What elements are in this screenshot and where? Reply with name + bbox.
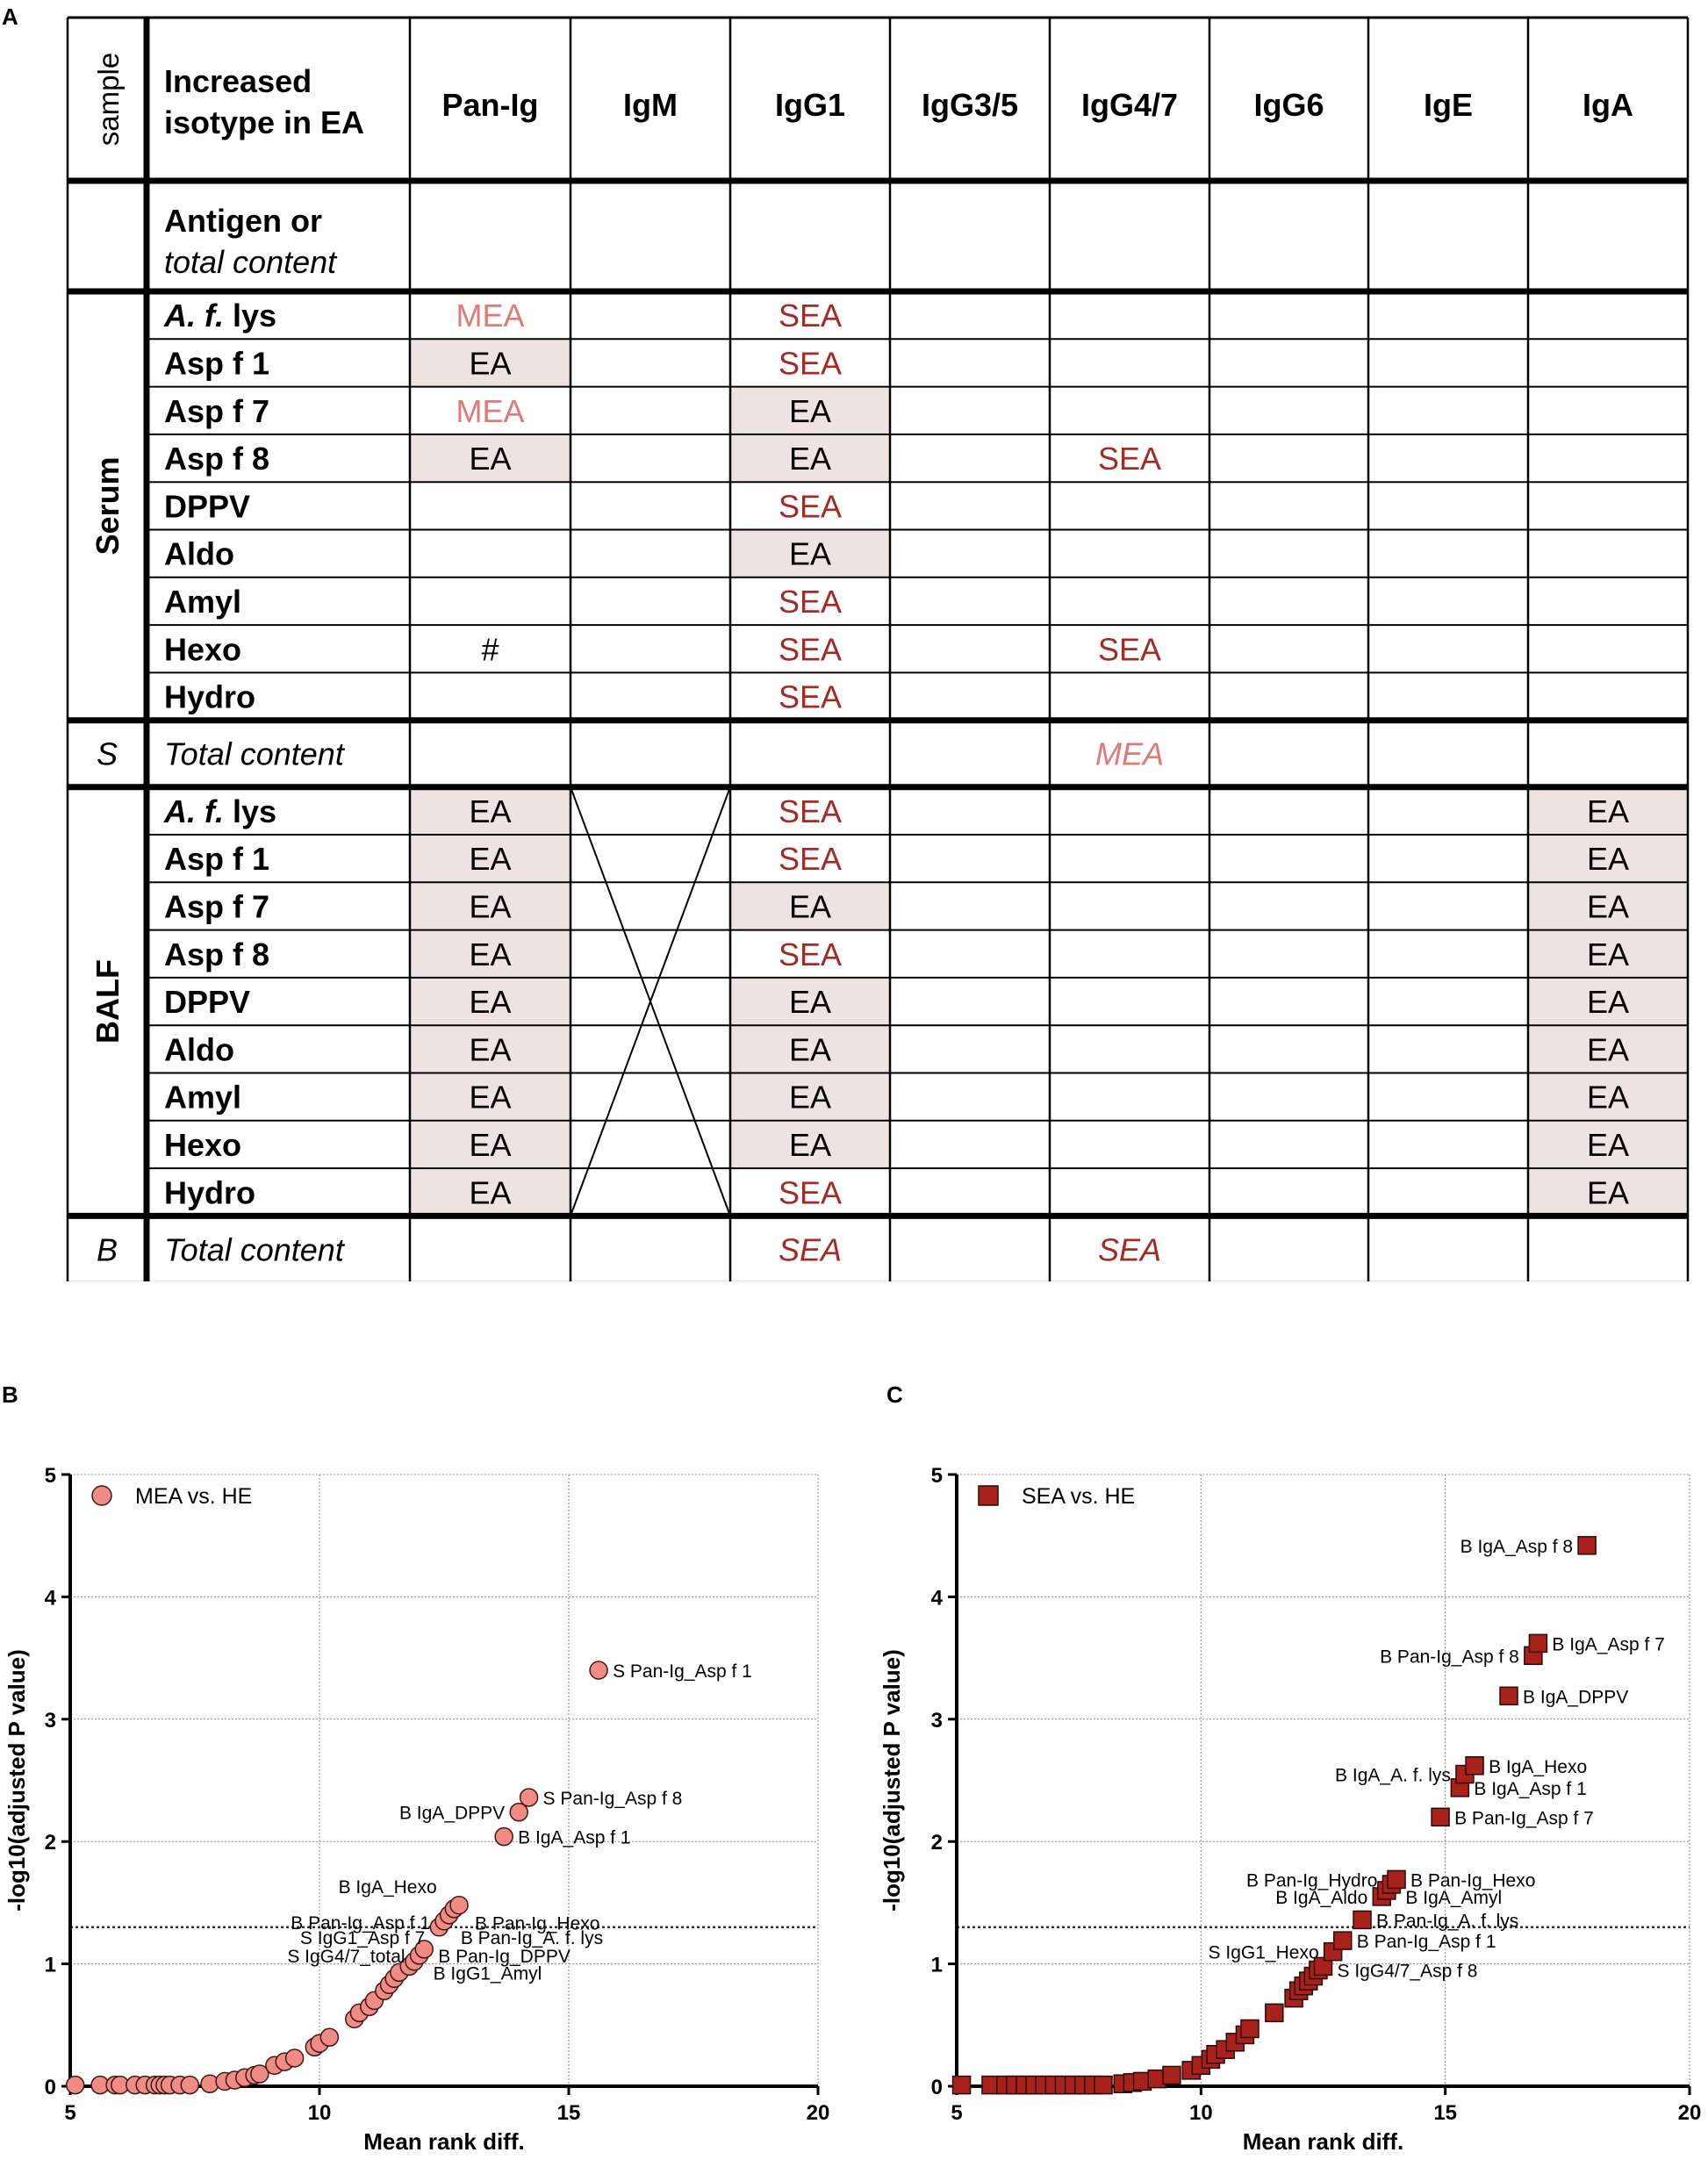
point-annotation: S IgG4/7_Asp f 8	[1337, 1961, 1478, 1982]
row-label-total: Total content	[164, 1231, 344, 1268]
y-tick-label: 1	[930, 1953, 943, 1977]
row-label: Aldo	[164, 1031, 234, 1068]
sea-cell-text: SEA	[1097, 1231, 1162, 1268]
point-annotation: B Pan-Ig_A. f. lys	[460, 1927, 604, 1948]
x-axis-title: Mean rank diff.	[363, 2128, 525, 2155]
point-annotation: B Pan-Ig_Hydro	[1246, 1870, 1378, 1891]
ea-cell-text: EA	[469, 936, 512, 972]
point-annotation: B IgA_Hexo	[1489, 1756, 1588, 1777]
row-label: DPPV	[164, 488, 251, 525]
row-label: Asp f 7	[164, 392, 270, 429]
ea-cell-text: EA	[788, 441, 832, 477]
x-tick-label: 5	[951, 2101, 963, 2125]
data-point	[590, 1661, 607, 1679]
mea-cell-text: MEA	[456, 298, 525, 334]
ea-cell-text: EA	[1586, 1174, 1630, 1211]
x-tick-label: 15	[556, 2101, 581, 2125]
header-isotype: IgG3/5	[921, 87, 1019, 123]
point-annotation: B Pan-Ig_Asp f 7	[1454, 1808, 1594, 1829]
point-annotation: B IgA_Aldo	[1275, 1887, 1368, 1908]
group-label-serum: Serum	[90, 456, 126, 556]
ea-cell-text: EA	[469, 1031, 512, 1068]
ea-cell-text: EA	[469, 984, 512, 1021]
point-annotation: S IgG1_Hexo	[1208, 1942, 1319, 1963]
ea-cell-text: EA	[1586, 1079, 1630, 1116]
row-label-suffix: lys	[224, 793, 277, 829]
header-total-content: total content	[164, 244, 337, 280]
y-tick-label: 5	[930, 1464, 943, 1488]
volcano-plot-mea	[0, 1378, 860, 2174]
panel-label-b: B	[2, 1381, 18, 1408]
data-point	[1466, 1757, 1483, 1775]
sea-cell-text: SEA	[778, 1231, 843, 1268]
row-label: Asp f 7	[164, 888, 270, 925]
group-label-s: S	[96, 735, 118, 772]
sea-cell-text: SEA	[778, 1174, 843, 1211]
data-point	[1529, 1634, 1547, 1652]
row-label	[163, 298, 276, 334]
legend-marker	[92, 1486, 111, 1505]
ea-cell-text: EA	[469, 888, 512, 925]
ea-cell-text: EA	[1586, 1126, 1630, 1163]
data-point	[1241, 2020, 1259, 2037]
ea-cell-text: EA	[1586, 1031, 1630, 1068]
y-tick-label: 4	[930, 1586, 943, 1611]
y-tick-label: 0	[44, 2076, 56, 2099]
y-tick-label: 3	[44, 1708, 56, 1733]
point-annotation: B IgA_Asp f 8	[1460, 1536, 1574, 1557]
row-label	[163, 793, 276, 829]
sea-cell-text: SEA	[1097, 441, 1162, 477]
mea-cell-text: MEA	[456, 392, 525, 429]
data-point	[181, 2077, 198, 2094]
row-label: Asp f 1	[164, 841, 270, 878]
row-label: Hexo	[164, 631, 242, 668]
ea-cell-text: EA	[788, 392, 832, 429]
sea-cell-text: SEA	[1097, 631, 1162, 668]
row-label-italic: A. f.	[164, 298, 224, 334]
plot-area-c	[879, 1464, 1701, 2155]
volcano-plot-sea	[873, 1378, 1708, 2174]
data-point	[1334, 1932, 1352, 1949]
ea-cell-text: EA	[788, 888, 832, 925]
header-isotype: Pan-Ig	[441, 87, 539, 123]
ea-cell-text: EA	[788, 1079, 832, 1116]
row-label: Asp f 8	[164, 936, 270, 972]
y-tick-label: 3	[930, 1708, 943, 1733]
group-label-b: B	[96, 1231, 118, 1268]
point-annotation: B Pan-Ig_Hexo	[1410, 1870, 1536, 1891]
x-tick-label: 5	[64, 2101, 76, 2125]
ea-cell-text: EA	[788, 984, 832, 1021]
plot-area-b	[4, 1464, 829, 2155]
row-label: Amyl	[164, 583, 242, 620]
y-axis-title: -log10(adjusted P value)	[4, 1649, 30, 1912]
panel-label-c: C	[886, 1381, 903, 1408]
header-sample: sample	[92, 52, 125, 147]
ea-cell-text: EA	[1586, 841, 1630, 878]
ea-cell-text: EA	[469, 1079, 512, 1116]
y-tick-label: 2	[930, 1831, 943, 1855]
y-axis-title: -log10(adjusted P value)	[879, 1649, 905, 1912]
point-annotation: B IgA_Asp f 1	[518, 1827, 631, 1848]
legend-label: SEA vs. HE	[1022, 1484, 1136, 1509]
ea-cell-text: EA	[1586, 936, 1630, 972]
ea-cell-text: EA	[469, 441, 512, 477]
sea-cell-text: SEA	[778, 298, 843, 334]
point-annotation: B IgG1_Amyl	[433, 1963, 542, 1984]
y-tick-label: 2	[44, 1831, 56, 1855]
mea-cell-text: MEA	[1094, 735, 1165, 772]
header-isotype: IgE	[1423, 87, 1474, 123]
data-point	[1578, 1537, 1596, 1554]
header-isotype: IgG6	[1253, 87, 1324, 123]
point-annotation: B Pan-Ig_Asp f 1	[1356, 1932, 1496, 1953]
data-point	[1163, 2066, 1181, 2084]
header-isotype: IgM	[623, 87, 678, 123]
point-annotation: B IgA_Asp f 7	[1552, 1634, 1665, 1655]
data-point	[1094, 2077, 1112, 2094]
point-annotation: S IgG1_Asp f 7	[299, 1927, 426, 1948]
ea-cell-text: EA	[1586, 984, 1630, 1021]
point-annotation: S Pan-Ig_Asp f 1	[613, 1661, 752, 1683]
ea-cell-text: EA	[469, 793, 512, 829]
point-annotation: B IgA_Amyl	[1405, 1887, 1503, 1908]
point-annotation: S IgG4/7_total	[287, 1946, 405, 1967]
row-label-italic: A. f.	[164, 793, 224, 829]
data-point	[1388, 1870, 1405, 1888]
row-label: Asp f 1	[164, 345, 270, 382]
x-axis-title: Mean rank diff.	[1242, 2128, 1404, 2155]
point-annotation: B IgA_Asp f 1	[1474, 1778, 1587, 1799]
y-tick-label: 0	[930, 2076, 943, 2099]
hash-cell-text: #	[481, 631, 499, 668]
data-point	[320, 2028, 338, 2046]
header-increased: isotype in EA	[164, 104, 365, 140]
x-tick-label: 20	[1677, 2101, 1702, 2125]
sea-cell-text: SEA	[778, 583, 843, 620]
point-annotation: B IgA_A. f. lys	[1335, 1765, 1451, 1786]
sea-cell-text: SEA	[778, 488, 843, 525]
ea-cell-text: EA	[788, 535, 832, 572]
row-label: Amyl	[164, 1079, 242, 1116]
header-increased: Increased	[164, 63, 312, 99]
ea-cell-text: EA	[788, 1031, 832, 1068]
row-label: Hexo	[164, 1126, 242, 1163]
panel-label-a: A	[2, 4, 18, 30]
data-point	[953, 2077, 971, 2094]
row-label: Asp f 8	[164, 441, 270, 477]
data-point	[1432, 1808, 1449, 1826]
row-label: Hydro	[164, 678, 256, 715]
point-annotation: B Pan-Ig_A. f. lys	[1376, 1911, 1519, 1932]
point-annotation: B IgA_DPPV	[1523, 1687, 1629, 1708]
data-point	[1266, 2004, 1283, 2021]
row-label-total: Total content	[164, 735, 344, 772]
point-annotation: B Pan-Ig_Asp f 1	[291, 1913, 430, 1934]
point-annotation: B Pan-Ig_Asp f 8	[1380, 1647, 1519, 1668]
data-point	[450, 1897, 468, 1914]
group-label-balf: BALF	[90, 959, 126, 1044]
ea-cell-text: EA	[469, 841, 512, 878]
data-point	[286, 2049, 304, 2067]
ea-cell-text: EA	[469, 1126, 512, 1163]
row-label: Hydro	[164, 1174, 256, 1211]
point-annotation: B IgA_DPPV	[398, 1803, 506, 1824]
data-point	[67, 2077, 84, 2094]
header-isotype: IgG4/7	[1080, 87, 1179, 123]
sea-cell-text: SEA	[778, 345, 843, 382]
sea-cell-text: SEA	[778, 631, 843, 668]
point-annotation: B Pan-Ig_Hexo	[475, 1913, 600, 1934]
point-annotation: B Pan-Ig_DPPV	[438, 1946, 571, 1967]
x-tick-label: 20	[806, 2101, 830, 2125]
y-tick-label: 1	[44, 1953, 56, 1977]
point-annotation: S Pan-Ig_Asp f 8	[542, 1789, 683, 1810]
sea-cell-text: SEA	[778, 678, 843, 715]
row-label-suffix: lys	[224, 298, 277, 334]
sea-cell-text: SEA	[778, 936, 843, 972]
ea-cell-text: EA	[788, 1126, 832, 1163]
y-tick-label: 5	[44, 1464, 56, 1488]
header-isotype: IgA	[1582, 87, 1633, 123]
data-point	[520, 1789, 538, 1806]
header-isotype: IgG1	[774, 87, 846, 123]
data-point	[495, 1828, 513, 1846]
data-point	[1500, 1687, 1518, 1704]
data-point	[1353, 1911, 1371, 1928]
y-tick-label: 4	[44, 1586, 56, 1611]
x-tick-label: 10	[307, 2101, 332, 2125]
header-antigen: Antigen or	[164, 203, 322, 239]
point-annotation: B IgA_Hexo	[338, 1877, 437, 1898]
legend-marker	[979, 1486, 998, 1505]
row-label: DPPV	[164, 984, 251, 1021]
ea-cell-text: EA	[469, 345, 512, 382]
ea-cell-text: EA	[1586, 888, 1630, 925]
ea-cell-text: EA	[469, 1174, 512, 1211]
ea-cell-text: EA	[1586, 793, 1630, 829]
legend-label: MEA vs. HE	[135, 1484, 253, 1509]
x-tick-label: 15	[1433, 2101, 1458, 2125]
table-grid	[68, 18, 1688, 1281]
sea-cell-text: SEA	[778, 793, 843, 829]
x-tick-label: 10	[1188, 2101, 1213, 2125]
row-label: Aldo	[164, 535, 234, 572]
sea-cell-text: SEA	[778, 841, 843, 878]
